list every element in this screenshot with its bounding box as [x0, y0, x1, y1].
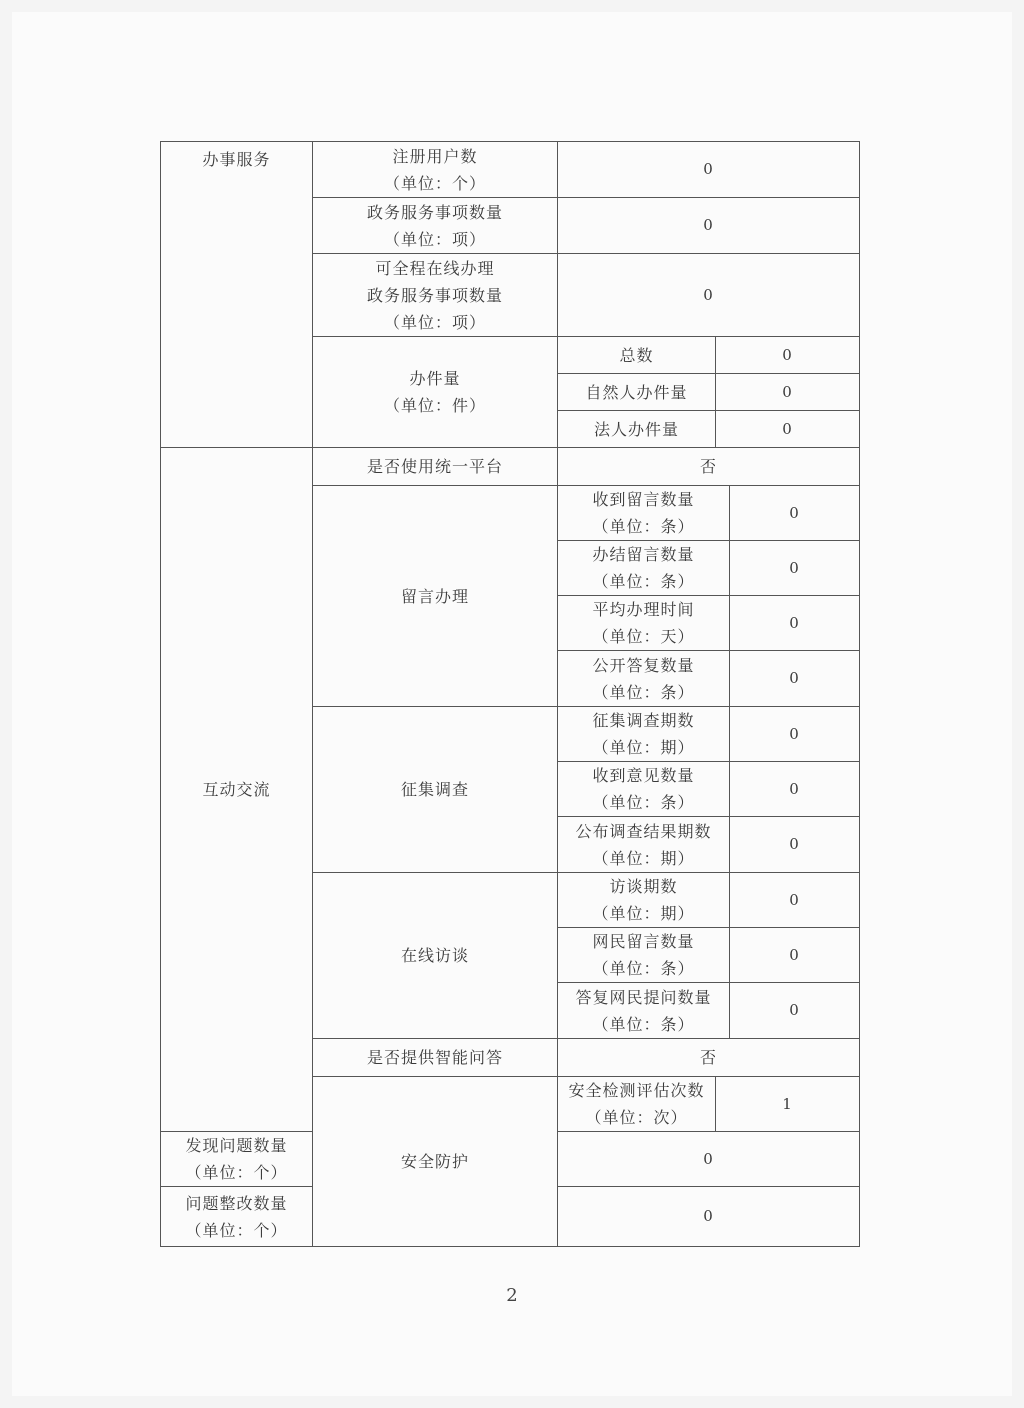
sub-label: 收到意见数量 （单位：条）	[558, 762, 730, 817]
row-label: 办件量 （单位：件）	[313, 337, 558, 448]
row-value: 1	[716, 1077, 860, 1132]
statistics-table	[160, 141, 860, 1247]
row-value: 0	[558, 1187, 860, 1247]
row-value: 0	[558, 254, 860, 337]
row-value: 0	[558, 1132, 860, 1187]
table-row	[161, 142, 860, 198]
row-label: 可全程在线办理 政务服务事项数量 （单位：项）	[313, 254, 558, 337]
sub-value: 0	[730, 928, 860, 983]
row-value: 否	[558, 1039, 860, 1077]
row-value: 0	[558, 198, 860, 254]
section-title-interaction: 互动交流	[161, 448, 313, 1132]
section-title-service: 办事服务	[161, 142, 313, 448]
row-value: 否	[558, 448, 860, 486]
sub-value: 0	[730, 541, 860, 596]
sub-label: 收到留言数量 （单位：条）	[558, 486, 730, 541]
sub-label: 公开答复数量 （单位：条）	[558, 651, 730, 707]
row-label: 是否使用统一平台	[313, 448, 558, 486]
sub-label: 公布调查结果期数 （单位：期）	[558, 817, 730, 873]
group-label: 在线访谈	[313, 873, 558, 1039]
sub-value: 0	[730, 707, 860, 762]
sub-value: 0	[730, 983, 860, 1039]
group-label: 留言办理	[313, 486, 558, 707]
sub-value: 0	[716, 337, 860, 374]
page-number: 2	[506, 1285, 518, 1306]
row-label: 政务服务事项数量 （单位：项）	[313, 198, 558, 254]
sub-value: 0	[730, 486, 860, 541]
sub-label: 总数	[558, 337, 716, 374]
sub-value: 0	[716, 374, 860, 411]
group-label: 征集调查	[313, 707, 558, 873]
sub-label: 网民留言数量 （单位：条）	[558, 928, 730, 983]
sub-label: 法人办件量	[558, 411, 716, 448]
sub-label: 答复网民提问数量 （单位：条）	[558, 983, 730, 1039]
row-label: 安全检测评估次数 （单位：次）	[558, 1077, 716, 1132]
sub-value: 0	[730, 596, 860, 651]
sub-value: 0	[730, 651, 860, 707]
sub-value: 0	[716, 411, 860, 448]
row-label: 发现问题数量 （单位：个）	[161, 1132, 313, 1187]
row-label: 注册用户数 （单位：个）	[313, 142, 558, 198]
sub-label: 自然人办件量	[558, 374, 716, 411]
sub-value: 0	[730, 817, 860, 873]
row-label: 问题整改数量 （单位：个）	[161, 1187, 313, 1247]
row-label: 是否提供智能问答	[313, 1039, 558, 1077]
sub-label: 平均办理时间 （单位：天）	[558, 596, 730, 651]
row-value: 0	[558, 142, 860, 198]
table-row	[161, 448, 860, 486]
sub-value: 0	[730, 873, 860, 928]
sub-label: 办结留言数量 （单位：条）	[558, 541, 730, 596]
section-title-security: 安全防护	[313, 1077, 558, 1247]
sub-value: 0	[730, 762, 860, 817]
sub-label: 征集调查期数 （单位：期）	[558, 707, 730, 762]
sub-label: 访谈期数 （单位：期）	[558, 873, 730, 928]
